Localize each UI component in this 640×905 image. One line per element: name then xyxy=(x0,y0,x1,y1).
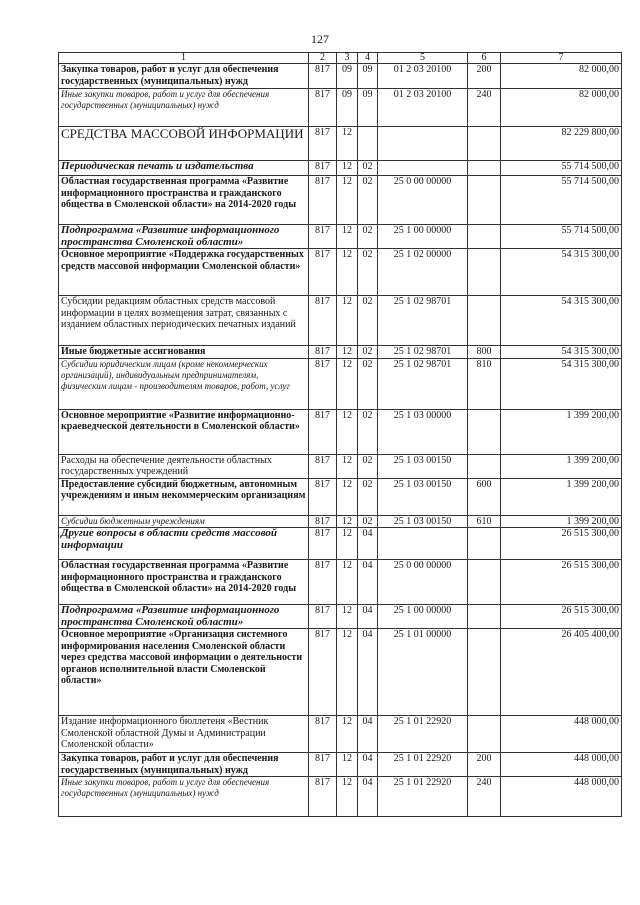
cell-name: Иные закупки товаров, работ и услуг для обеспечения государственных (муниципальных) нужд xyxy=(59,89,309,127)
cell-target-article: 01 2 03 20100 xyxy=(378,64,468,89)
cell-section: 12 xyxy=(337,176,358,225)
cell-subsection: 04 xyxy=(358,528,378,560)
cell-expense-type xyxy=(468,176,501,225)
cell-subsection: 02 xyxy=(358,478,378,515)
cell-admin-code: 817 xyxy=(309,605,337,629)
cell-name: Периодическая печать и издательства xyxy=(59,161,309,176)
cell-section: 12 xyxy=(337,716,358,753)
table-row xyxy=(59,716,622,753)
cell-amount: 1 399 200,00 xyxy=(501,478,622,515)
cell-name: Другие вопросы в области средств массовой информации xyxy=(59,528,309,560)
cell-section: 12 xyxy=(337,515,358,528)
cell-target-article: 25 1 02 98701 xyxy=(378,358,468,409)
cell-subsection: 09 xyxy=(358,64,378,89)
cell-name: Подпрограмма «Развитие информационного пространства Смоленской области» xyxy=(59,605,309,629)
cell-amount: 1 399 200,00 xyxy=(501,409,622,454)
table-row xyxy=(59,358,622,409)
cell-admin-code: 817 xyxy=(309,753,337,777)
table-row xyxy=(59,409,622,454)
cell-section: 12 xyxy=(337,249,358,296)
cell-target-article: 25 1 02 98701 xyxy=(378,296,468,346)
cell-subsection: 04 xyxy=(358,605,378,629)
table-row xyxy=(59,127,622,161)
cell-amount: 54 315 300,00 xyxy=(501,346,622,359)
table-row xyxy=(59,629,622,716)
cell-section: 12 xyxy=(337,605,358,629)
cell-expense-type xyxy=(468,629,501,716)
cell-subsection: 04 xyxy=(358,629,378,716)
cell-admin-code: 817 xyxy=(309,296,337,346)
cell-amount: 1 399 200,00 xyxy=(501,515,622,528)
cell-name: Закупка товаров, работ и услуг для обеспечения государственных (муниципальных) нужд xyxy=(59,753,309,777)
cell-subsection: 04 xyxy=(358,753,378,777)
cell-target-article: 25 1 02 98701 xyxy=(378,346,468,359)
table-row xyxy=(59,89,622,127)
cell-name: Подпрограмма «Развитие информационного пространства Смоленской области» xyxy=(59,225,309,249)
cell-section: 12 xyxy=(337,296,358,346)
cell-admin-code: 817 xyxy=(309,528,337,560)
column-number: 3 xyxy=(337,53,358,64)
cell-subsection: 04 xyxy=(358,716,378,753)
cell-target-article: 25 1 00 00000 xyxy=(378,605,468,629)
cell-expense-type xyxy=(468,225,501,249)
cell-section: 12 xyxy=(337,225,358,249)
cell-subsection: 02 xyxy=(358,358,378,409)
cell-amount: 1 399 200,00 xyxy=(501,454,622,478)
cell-expense-type xyxy=(468,454,501,478)
table-row xyxy=(59,176,622,225)
cell-subsection: 09 xyxy=(358,89,378,127)
cell-admin-code: 817 xyxy=(309,64,337,89)
cell-section: 12 xyxy=(337,127,358,161)
cell-name: Субсидии бюджетным учреждениям xyxy=(59,515,309,528)
table-row xyxy=(59,225,622,249)
table-row xyxy=(59,161,622,176)
cell-amount: 448 000,00 xyxy=(501,777,622,817)
cell-admin-code: 817 xyxy=(309,249,337,296)
cell-name: Расходы на обеспечение деятельности областных государственных учреждений xyxy=(59,454,309,478)
cell-target-article: 25 0 00 00000 xyxy=(378,176,468,225)
cell-expense-type xyxy=(468,716,501,753)
cell-name: Областная государственная программа «Развитие информационного пространства и гражданского общества в Смоленской области» на 2014-2020 годы xyxy=(59,560,309,605)
cell-name: СРЕДСТВА МАССОВОЙ ИНФОРМАЦИИ xyxy=(59,127,309,161)
column-number: 2 xyxy=(309,53,337,64)
cell-admin-code: 817 xyxy=(309,716,337,753)
column-number: 6 xyxy=(468,53,501,64)
cell-amount: 448 000,00 xyxy=(501,753,622,777)
cell-section: 12 xyxy=(337,454,358,478)
cell-name: Закупка товаров, работ и услуг для обеспечения государственных (муниципальных) нужд xyxy=(59,64,309,89)
cell-amount: 448 000,00 xyxy=(501,716,622,753)
cell-amount: 82 000,00 xyxy=(501,89,622,127)
table-row xyxy=(59,249,622,296)
cell-subsection: 02 xyxy=(358,296,378,346)
cell-admin-code: 817 xyxy=(309,409,337,454)
table-row xyxy=(59,296,622,346)
cell-section: 09 xyxy=(337,64,358,89)
cell-expense-type: 610 xyxy=(468,515,501,528)
cell-name: Предоставление субсидий бюджетным, автономным учреждениям и иным некоммерческим организациям xyxy=(59,478,309,515)
column-number: 4 xyxy=(358,53,378,64)
cell-subsection: 02 xyxy=(358,225,378,249)
cell-expense-type xyxy=(468,127,501,161)
table-row xyxy=(59,528,622,560)
cell-amount: 55 714 500,00 xyxy=(501,225,622,249)
cell-subsection: 02 xyxy=(358,161,378,176)
cell-admin-code: 817 xyxy=(309,161,337,176)
cell-expense-type: 240 xyxy=(468,89,501,127)
cell-subsection: 02 xyxy=(358,346,378,359)
cell-target-article: 25 0 00 00000 xyxy=(378,560,468,605)
cell-name: Иные закупки товаров, работ и услуг для обеспечения государственных (муниципальных) нужд xyxy=(59,777,309,817)
cell-expense-type: 200 xyxy=(468,753,501,777)
cell-target-article: 01 2 03 20100 xyxy=(378,89,468,127)
cell-name: Иные бюджетные ассигнования xyxy=(59,346,309,359)
cell-amount: 54 315 300,00 xyxy=(501,249,622,296)
cell-amount: 54 315 300,00 xyxy=(501,358,622,409)
cell-admin-code: 817 xyxy=(309,454,337,478)
cell-amount: 26 405 400,00 xyxy=(501,629,622,716)
cell-name: Основное мероприятие «Поддержка государственных средств массовой информации Смоленской области» xyxy=(59,249,309,296)
cell-expense-type: 800 xyxy=(468,346,501,359)
cell-target-article: 25 1 01 22920 xyxy=(378,753,468,777)
cell-expense-type xyxy=(468,161,501,176)
cell-section: 12 xyxy=(337,346,358,359)
column-number: 7 xyxy=(501,53,622,64)
cell-admin-code: 817 xyxy=(309,629,337,716)
cell-expense-type: 810 xyxy=(468,358,501,409)
cell-admin-code: 817 xyxy=(309,127,337,161)
cell-admin-code: 817 xyxy=(309,89,337,127)
cell-expense-type xyxy=(468,560,501,605)
cell-amount: 55 714 500,00 xyxy=(501,161,622,176)
cell-subsection: 02 xyxy=(358,409,378,454)
cell-target-article: 25 1 03 00150 xyxy=(378,515,468,528)
cell-expense-type: 240 xyxy=(468,777,501,817)
table-row xyxy=(59,454,622,478)
cell-name: Основное мероприятие «Развитие информационно-краеведческой деятельности в Смоленской области» xyxy=(59,409,309,454)
table-row xyxy=(59,64,622,89)
cell-admin-code: 817 xyxy=(309,560,337,605)
cell-name: Областная государственная программа «Развитие информационного пространства и гражданского общества в Смоленской области» на 2014-2020 годы xyxy=(59,176,309,225)
cell-expense-type xyxy=(468,605,501,629)
cell-subsection: 04 xyxy=(358,560,378,605)
table-row xyxy=(59,515,622,528)
cell-admin-code: 817 xyxy=(309,478,337,515)
cell-admin-code: 817 xyxy=(309,358,337,409)
budget-table xyxy=(58,52,622,817)
cell-target-article: 25 1 03 00150 xyxy=(378,478,468,515)
table-row xyxy=(59,605,622,629)
cell-subsection: 02 xyxy=(358,515,378,528)
cell-target-article: 25 1 02 00000 xyxy=(378,249,468,296)
table-row xyxy=(59,753,622,777)
cell-expense-type xyxy=(468,528,501,560)
cell-expense-type xyxy=(468,409,501,454)
cell-amount: 82 000,00 xyxy=(501,64,622,89)
column-number: 5 xyxy=(378,53,468,64)
cell-amount: 82 229 800,00 xyxy=(501,127,622,161)
page-number: 127 xyxy=(311,32,329,46)
cell-expense-type xyxy=(468,249,501,296)
cell-name: Издание информационного бюллетеня «Вестник Смоленской областной Думы и Администрации Смоленской области» xyxy=(59,716,309,753)
cell-section: 12 xyxy=(337,753,358,777)
cell-target-article xyxy=(378,161,468,176)
cell-admin-code: 817 xyxy=(309,515,337,528)
cell-amount: 54 315 300,00 xyxy=(501,296,622,346)
cell-expense-type xyxy=(468,296,501,346)
cell-section: 12 xyxy=(337,161,358,176)
cell-admin-code: 817 xyxy=(309,346,337,359)
cell-name: Субсидии редакциям областных средств массовой информации в целях возмещения затрат, связанных с изданием областных периодических печатных изданий xyxy=(59,296,309,346)
cell-section: 12 xyxy=(337,777,358,817)
cell-section: 12 xyxy=(337,560,358,605)
cell-target-article: 25 1 01 22920 xyxy=(378,716,468,753)
cell-amount: 26 515 300,00 xyxy=(501,528,622,560)
cell-section: 12 xyxy=(337,629,358,716)
cell-subsection: 02 xyxy=(358,454,378,478)
table-row xyxy=(59,560,622,605)
cell-subsection: 04 xyxy=(358,777,378,817)
cell-target-article xyxy=(378,127,468,161)
cell-target-article: 25 1 00 00000 xyxy=(378,225,468,249)
table-row xyxy=(59,478,622,515)
cell-name: Основное мероприятие «Организация системного информирования населения Смоленской области через средства массовой информации о деятельности органов исполнительной власти Смоленской области» xyxy=(59,629,309,716)
cell-amount: 26 515 300,00 xyxy=(501,560,622,605)
cell-section: 12 xyxy=(337,478,358,515)
column-number-row xyxy=(59,53,622,64)
cell-target-article: 25 1 01 22920 xyxy=(378,777,468,817)
cell-section: 09 xyxy=(337,89,358,127)
cell-expense-type: 600 xyxy=(468,478,501,515)
table-row xyxy=(59,777,622,817)
cell-target-article xyxy=(378,528,468,560)
column-number: 1 xyxy=(59,53,309,64)
cell-target-article: 25 1 03 00150 xyxy=(378,454,468,478)
table-row xyxy=(59,346,622,359)
cell-admin-code: 817 xyxy=(309,777,337,817)
cell-amount: 26 515 300,00 xyxy=(501,605,622,629)
cell-expense-type: 200 xyxy=(468,64,501,89)
cell-subsection xyxy=(358,127,378,161)
cell-section: 12 xyxy=(337,528,358,560)
cell-subsection: 02 xyxy=(358,176,378,225)
cell-admin-code: 817 xyxy=(309,176,337,225)
cell-section: 12 xyxy=(337,409,358,454)
cell-amount: 55 714 500,00 xyxy=(501,176,622,225)
cell-name: Субсидии юридическим лицам (кроме некоммерческих организаций), индивидуальным предпринимателям, физическим лицам - производителям товаров, работ, услуг xyxy=(59,358,309,409)
cell-admin-code: 817 xyxy=(309,225,337,249)
cell-subsection: 02 xyxy=(358,249,378,296)
cell-target-article: 25 1 01 00000 xyxy=(378,629,468,716)
cell-target-article: 25 1 03 00000 xyxy=(378,409,468,454)
cell-section: 12 xyxy=(337,358,358,409)
